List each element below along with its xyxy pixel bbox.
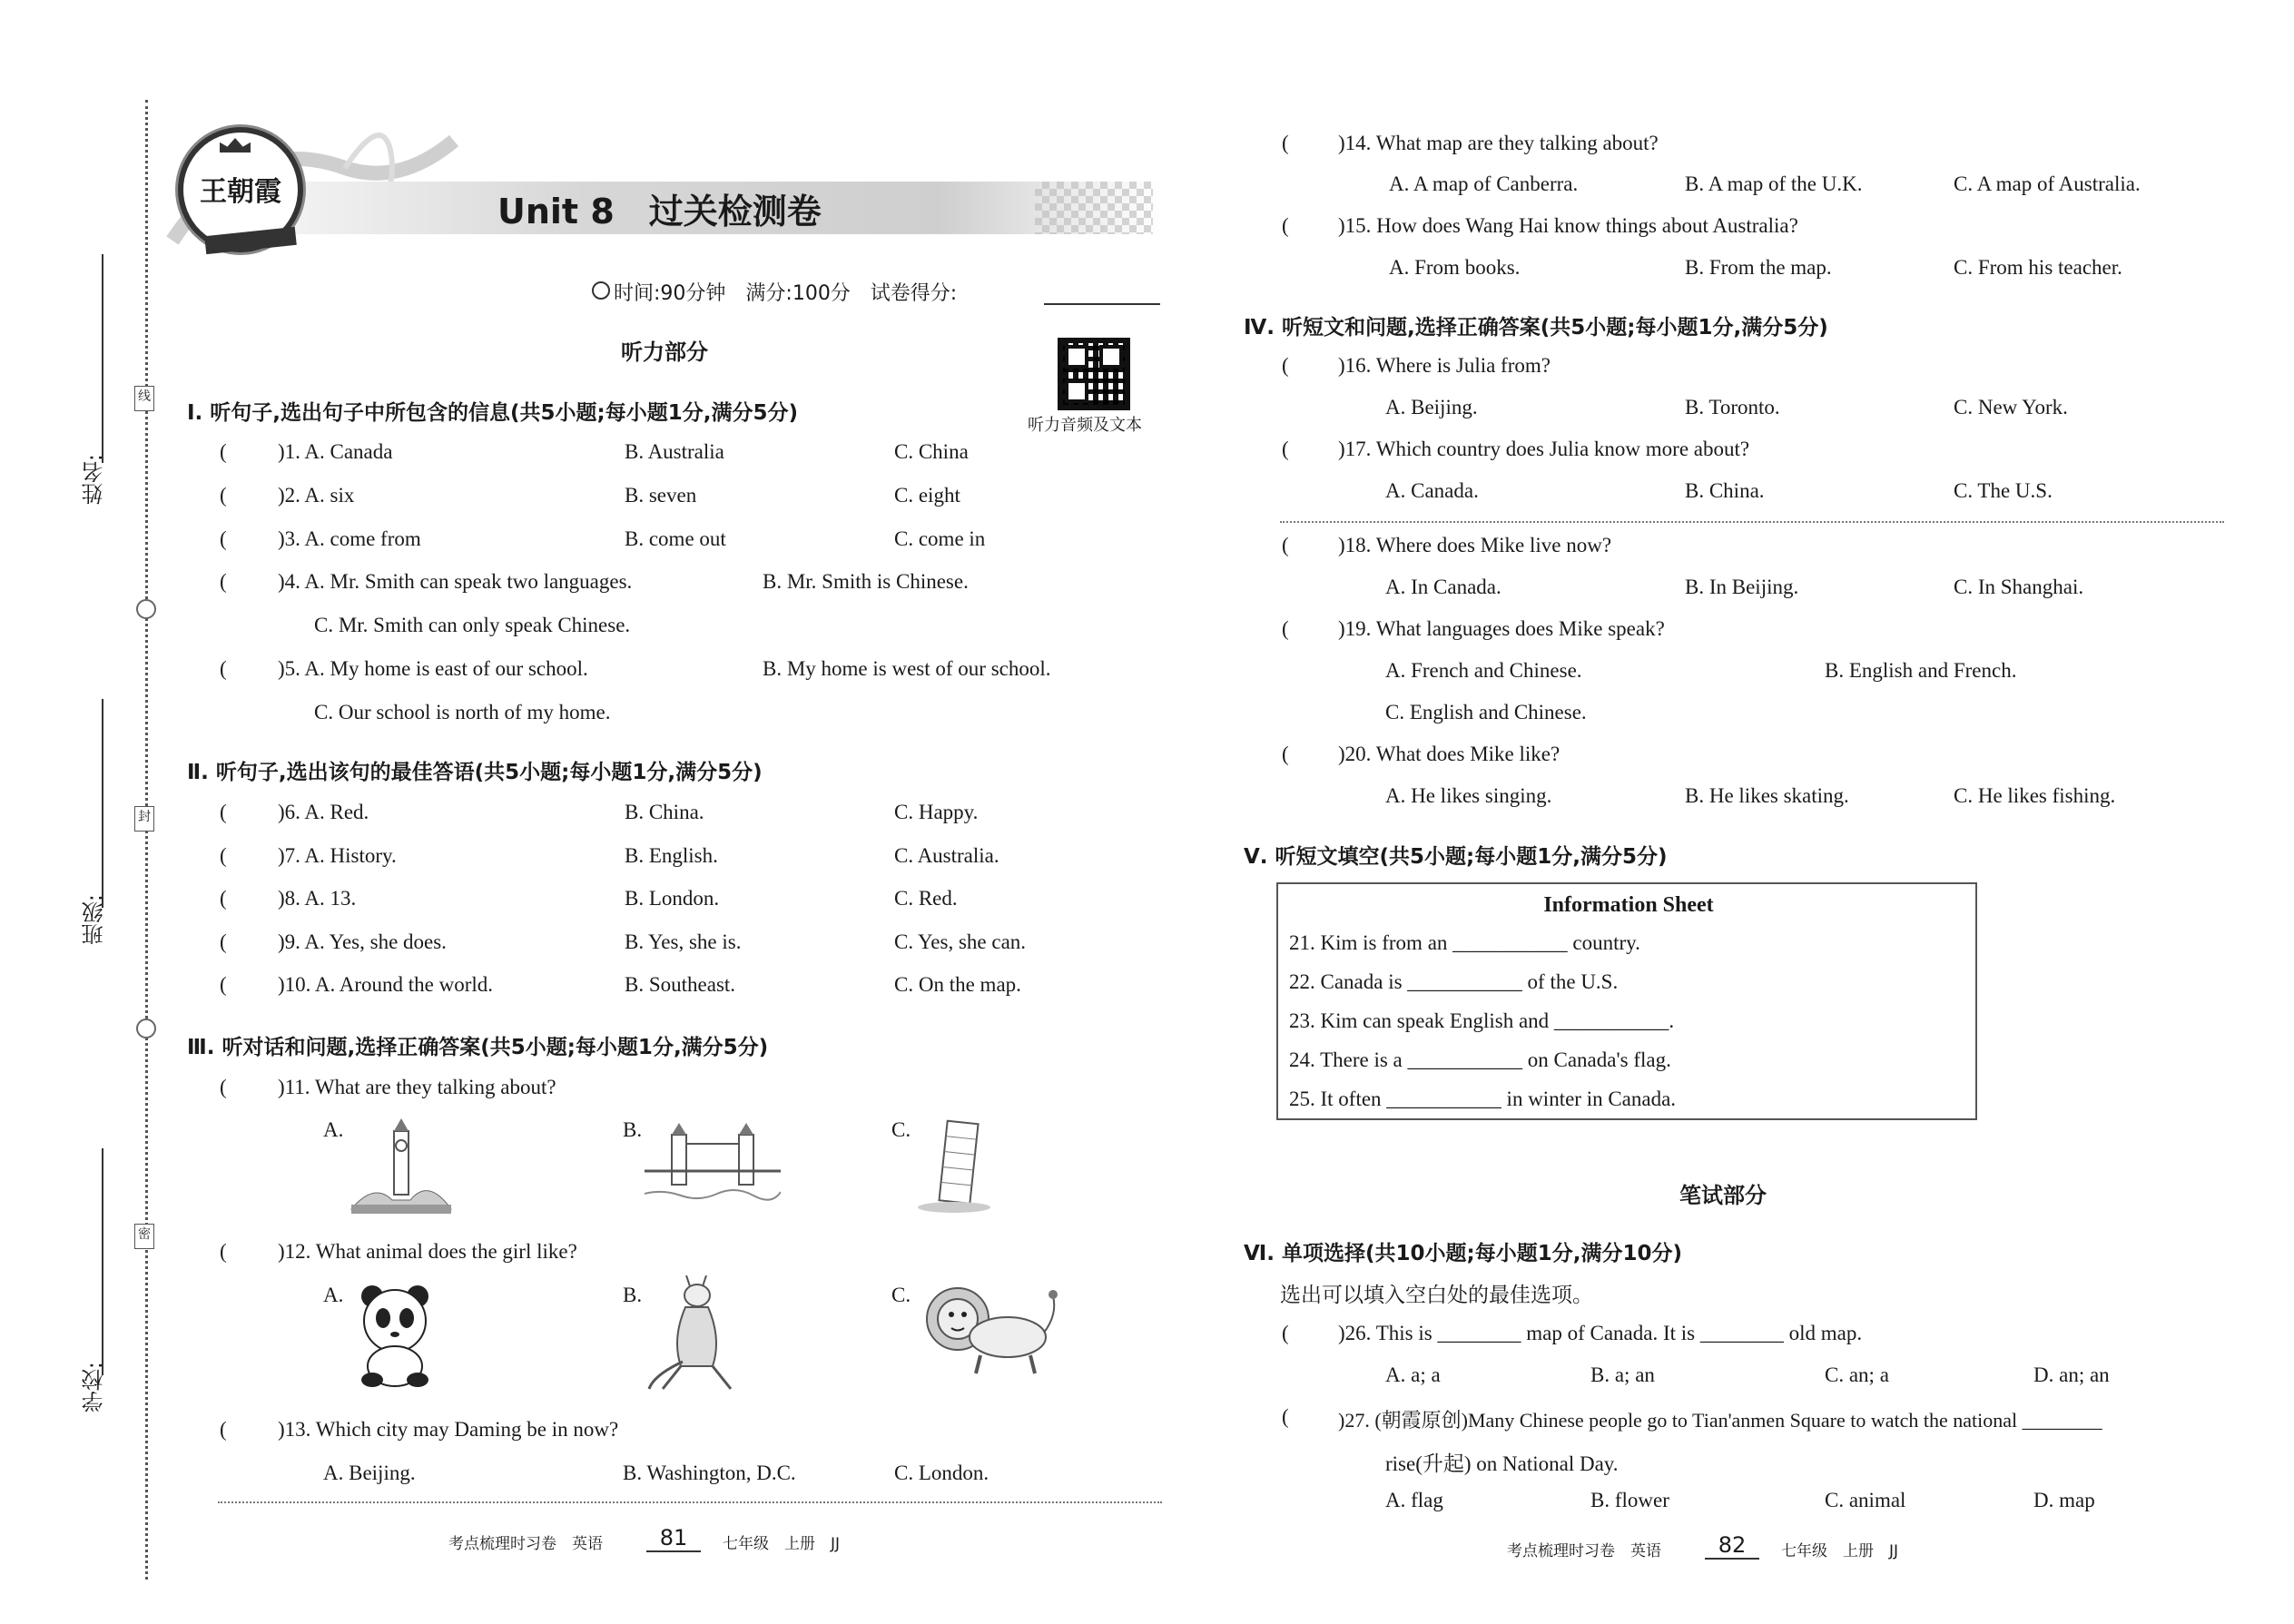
q12-label-a[interactable]: A. xyxy=(323,1284,344,1306)
binding-tag-1: 线 xyxy=(134,386,154,411)
section-5-heading: Ⅴ. 听短文填空(共5小题;每小题1分,满分5分) xyxy=(1244,845,1668,869)
answer-paren-6[interactable]: ( xyxy=(220,801,227,823)
q11-label-a[interactable]: A. xyxy=(323,1118,344,1141)
qr-caption: 听力音频及文本 xyxy=(1028,416,1142,435)
q4-option-a[interactable]: )4. A. Mr. Smith can speak two languages. xyxy=(278,570,633,593)
q27-stem-continued: rise(升起) on National Day. xyxy=(1385,1452,1619,1475)
clock-icon xyxy=(592,281,610,300)
page-title: Unit 8 过关检测卷 xyxy=(497,192,822,231)
q3-option-b[interactable]: B. come out xyxy=(625,527,726,550)
q19-option-b[interactable]: B. English and French. xyxy=(1825,659,2017,682)
q11-label-b[interactable]: B. xyxy=(623,1118,643,1141)
q26-option-d[interactable]: D. an; an xyxy=(2033,1363,2110,1386)
blank-21[interactable]: 21. Kim is from an ___________ country. xyxy=(1289,931,1640,954)
answer-paren-10[interactable]: ( xyxy=(220,973,227,996)
q26-option-b[interactable]: B. a; an xyxy=(1590,1363,1655,1386)
binding-dotted-line xyxy=(145,100,148,1580)
q2-option-c[interactable]: C. eight xyxy=(894,484,960,507)
q1-option-b[interactable]: B. Australia xyxy=(625,440,724,463)
q27-stem: )27. (朝霞原创)Many Chinese people go to Tian'anmen Square to watch the national ________ xyxy=(1338,1409,2102,1432)
q5-option-c[interactable]: C. Our school is north of my home. xyxy=(314,701,611,723)
q6-option-b[interactable]: B. China. xyxy=(625,801,704,823)
q18-stem: )18. Where does Mike live now? xyxy=(1338,534,1612,556)
q1-option-a[interactable]: )1. A. Canada xyxy=(278,440,393,463)
q8-option-b[interactable]: B. London. xyxy=(625,887,720,910)
q5-option-b[interactable]: B. My home is west of our school. xyxy=(763,657,1051,680)
answer-paren-11[interactable]: ( xyxy=(220,1076,227,1098)
q7-option-b[interactable]: B. English. xyxy=(625,844,718,867)
q17-option-c[interactable]: C. The U.S. xyxy=(1954,479,2053,502)
answer-paren-20[interactable]: ( xyxy=(1282,743,1289,765)
q14-option-a[interactable]: A. A map of Canberra. xyxy=(1389,172,1579,195)
leaning-tower-image[interactable] xyxy=(913,1115,995,1215)
q3-option-c[interactable]: C. come in xyxy=(894,527,986,550)
answer-paren-26[interactable]: ( xyxy=(1282,1322,1289,1344)
right-footer-grade: 七年级 上册 JJ xyxy=(1781,1542,1899,1560)
right-footer-text: 考点梳理时习卷 英语 xyxy=(1507,1542,1661,1560)
q12-stem: )12. What animal does the girl like? xyxy=(278,1240,577,1263)
q11-label-c[interactable]: C. xyxy=(891,1118,911,1141)
binding-tag-2: 封 xyxy=(134,806,154,832)
q10-option-b[interactable]: B. Southeast. xyxy=(625,973,736,996)
q16-option-a[interactable]: A. Beijing. xyxy=(1385,396,1478,418)
score-field[interactable] xyxy=(1044,303,1160,305)
q1-option-c[interactable]: C. China xyxy=(894,440,969,463)
q9-option-b[interactable]: B. Yes, she is. xyxy=(625,930,742,953)
left-bottom-divider xyxy=(218,1501,1162,1503)
section-1-heading: Ⅰ. 听句子,选出句子中所包含的信息(共5小题;每小题1分,满分5分) xyxy=(187,401,799,425)
q7-option-c[interactable]: C. Australia. xyxy=(894,844,999,867)
qr-code-icon[interactable] xyxy=(1058,338,1130,410)
q12-label-c[interactable]: C. xyxy=(891,1284,911,1306)
q15-option-a[interactable]: A. From books. xyxy=(1389,256,1521,279)
q12-label-b[interactable]: B. xyxy=(623,1284,643,1306)
blank-22[interactable]: 22. Canada is ___________ of the U.S. xyxy=(1289,970,1619,993)
q13-option-b[interactable]: B. Washington, D.C. xyxy=(623,1462,796,1484)
q16-option-c[interactable]: C. New York. xyxy=(1954,396,2068,418)
section-6-instruction: 选出可以填入空白处的最佳选项。 xyxy=(1280,1284,1593,1307)
class-label: 班级: xyxy=(82,894,107,946)
left-footer-text: 考点梳理时习卷 英语 xyxy=(448,1535,603,1553)
section-6-heading: Ⅵ. 单项选择(共10小题;每小题1分,满分10分) xyxy=(1244,1242,1682,1265)
q16-stem: )16. Where is Julia from? xyxy=(1338,354,1551,377)
information-sheet-box xyxy=(1276,882,1977,1120)
answer-paren-5[interactable]: ( xyxy=(220,657,227,680)
information-sheet-title: Information Sheet xyxy=(1543,893,1714,917)
q20-option-c[interactable]: C. He likes fishing. xyxy=(1954,784,2116,807)
listening-heading: 听力部分 xyxy=(621,340,708,365)
section-2-heading: Ⅱ. 听句子,选出该句的最佳答语(共5小题;每小题1分,满分5分) xyxy=(187,761,763,784)
q2-option-b[interactable]: B. seven xyxy=(625,484,697,507)
answer-paren-17[interactable]: ( xyxy=(1282,438,1289,460)
logo-crown-icon xyxy=(220,138,251,153)
q27-option-d[interactable]: D. map xyxy=(2033,1489,2095,1511)
q13-option-a[interactable]: A. Beijing. xyxy=(323,1462,416,1484)
right-page-number: 82 xyxy=(1705,1532,1759,1560)
tower-bridge-image[interactable] xyxy=(645,1121,781,1207)
class-field[interactable] xyxy=(102,699,103,908)
q8-option-c[interactable]: C. Red. xyxy=(894,887,958,910)
logo-text: 王朝霞 xyxy=(200,176,281,208)
q19-option-a[interactable]: A. French and Chinese. xyxy=(1385,659,1582,682)
q18-option-c[interactable]: C. In Shanghai. xyxy=(1954,576,2084,598)
binding-circle-2 xyxy=(136,1019,156,1038)
answer-paren-4[interactable]: ( xyxy=(220,570,227,593)
binding-tag-3: 密 xyxy=(134,1224,154,1249)
answer-paren-1[interactable]: ( xyxy=(220,440,227,463)
q10-option-c[interactable]: C. On the map. xyxy=(894,973,1021,996)
q10-option-a[interactable]: )10. A. Around the world. xyxy=(278,973,494,996)
q3-option-a[interactable]: )3. A. come from xyxy=(278,527,421,550)
answer-paren-19[interactable]: ( xyxy=(1282,617,1289,640)
q26-option-a[interactable]: A. a; a xyxy=(1385,1363,1441,1386)
q9-option-a[interactable]: )9. A. Yes, she does. xyxy=(278,930,447,953)
q9-option-c[interactable]: C. Yes, she can. xyxy=(894,930,1027,953)
big-ben-image[interactable] xyxy=(347,1118,456,1218)
q15-stem: )15. How does Wang Hai know things about Australia? xyxy=(1338,214,1798,237)
answer-paren-14[interactable]: ( xyxy=(1282,132,1289,154)
q20-option-b[interactable]: B. He likes skating. xyxy=(1685,784,1849,807)
q17-stem: )17. Which country does Julia know more about? xyxy=(1338,438,1750,460)
q19-stem: )19. What languages does Mike speak? xyxy=(1338,617,1665,640)
q4-option-c[interactable]: C. Mr. Smith can only speak Chinese. xyxy=(314,614,631,636)
q14-stem: )14. What map are they talking about? xyxy=(1338,132,1659,154)
name-label: 姓名: xyxy=(82,454,107,506)
q13-option-c[interactable]: C. London. xyxy=(894,1462,989,1484)
answer-paren-27[interactable]: ( xyxy=(1282,1405,1289,1428)
answer-paren-7[interactable]: ( xyxy=(220,844,227,867)
q6-option-c[interactable]: C. Happy. xyxy=(894,801,979,823)
q17-option-b[interactable]: B. China. xyxy=(1685,479,1765,502)
school-field[interactable] xyxy=(102,1148,103,1375)
q4-option-b[interactable]: B. Mr. Smith is Chinese. xyxy=(763,570,969,593)
lion-image[interactable] xyxy=(917,1278,1062,1378)
q20-stem: )20. What does Mike like? xyxy=(1338,743,1561,765)
q5-option-a[interactable]: )5. A. My home is east of our school. xyxy=(278,657,588,680)
q7-option-a[interactable]: )7. A. History. xyxy=(278,844,397,867)
q18-option-b[interactable]: B. In Beijing. xyxy=(1685,576,1799,598)
q17-option-a[interactable]: A. Canada. xyxy=(1385,479,1479,502)
answer-paren-12[interactable]: ( xyxy=(220,1240,227,1263)
school-label: 学校: xyxy=(82,1362,107,1413)
q14-option-c[interactable]: C. A map of Australia. xyxy=(1954,172,2141,195)
checker-pattern xyxy=(1035,182,1153,234)
blank-25[interactable]: 25. It often ___________ in winter in Canada. xyxy=(1289,1088,1677,1110)
q26-stem: )26. This is ________ map of Canada. It is ________ old map. xyxy=(1338,1322,1863,1344)
q20-option-a[interactable]: A. He likes singing. xyxy=(1385,784,1552,807)
q15-option-b[interactable]: B. From the map. xyxy=(1685,256,1832,279)
exam-meta: 时间:90分钟 满分:100分 试卷得分: xyxy=(614,282,958,305)
q16-option-b[interactable]: B. Toronto. xyxy=(1685,396,1780,418)
q8-option-a[interactable]: )8. A. 13. xyxy=(278,887,357,910)
left-footer-grade: 七年级 上册 JJ xyxy=(723,1535,841,1553)
q27-option-c[interactable]: C. animal xyxy=(1825,1489,1906,1511)
section-3-heading: Ⅲ. 听对话和问题,选择正确答案(共5小题;每小题1分,满分5分) xyxy=(187,1036,769,1059)
q27-option-a[interactable]: A. flag xyxy=(1385,1489,1443,1511)
answer-paren-15[interactable]: ( xyxy=(1282,214,1289,237)
q27-option-b[interactable]: B. flower xyxy=(1590,1489,1669,1511)
q14-option-b[interactable]: B. A map of the U.K. xyxy=(1685,172,1863,195)
section-4-heading: Ⅳ. 听短文和问题,选择正确答案(共5小题;每小题1分,满分5分) xyxy=(1244,316,1828,340)
answer-paren-2[interactable]: ( xyxy=(220,484,227,507)
binding-circle-1 xyxy=(136,599,156,619)
name-field[interactable] xyxy=(102,254,103,463)
answer-paren-8[interactable]: ( xyxy=(220,887,227,910)
q19-option-c[interactable]: C. English and Chinese. xyxy=(1385,701,1587,723)
q26-option-c[interactable]: C. an; a xyxy=(1825,1363,1889,1386)
q11-stem: )11. What are they talking about? xyxy=(278,1076,556,1098)
answer-paren-16[interactable]: ( xyxy=(1282,354,1289,377)
panda-image[interactable] xyxy=(345,1280,445,1389)
blank-23[interactable]: 23. Kim can speak English and ___________. xyxy=(1289,1009,1675,1032)
blank-24[interactable]: 24. There is a ___________ on Canada's flag. xyxy=(1289,1048,1671,1071)
right-section-divider xyxy=(1280,521,2224,523)
q18-option-a[interactable]: A. In Canada. xyxy=(1385,576,1501,598)
answer-paren-9[interactable]: ( xyxy=(220,930,227,953)
answer-paren-13[interactable]: ( xyxy=(220,1418,227,1441)
answer-paren-18[interactable]: ( xyxy=(1282,534,1289,556)
q15-option-c[interactable]: C. From his teacher. xyxy=(1954,256,2122,279)
left-page-number: 81 xyxy=(646,1525,701,1552)
q6-option-a[interactable]: )6. A. Red. xyxy=(278,801,369,823)
q13-stem: )13. Which city may Daming be in now? xyxy=(278,1418,619,1441)
writing-heading: 笔试部分 xyxy=(1679,1183,1767,1208)
answer-paren-3[interactable]: ( xyxy=(220,527,227,550)
kangaroo-image[interactable] xyxy=(645,1275,744,1393)
q2-option-a[interactable]: )2. A. six xyxy=(278,484,355,507)
